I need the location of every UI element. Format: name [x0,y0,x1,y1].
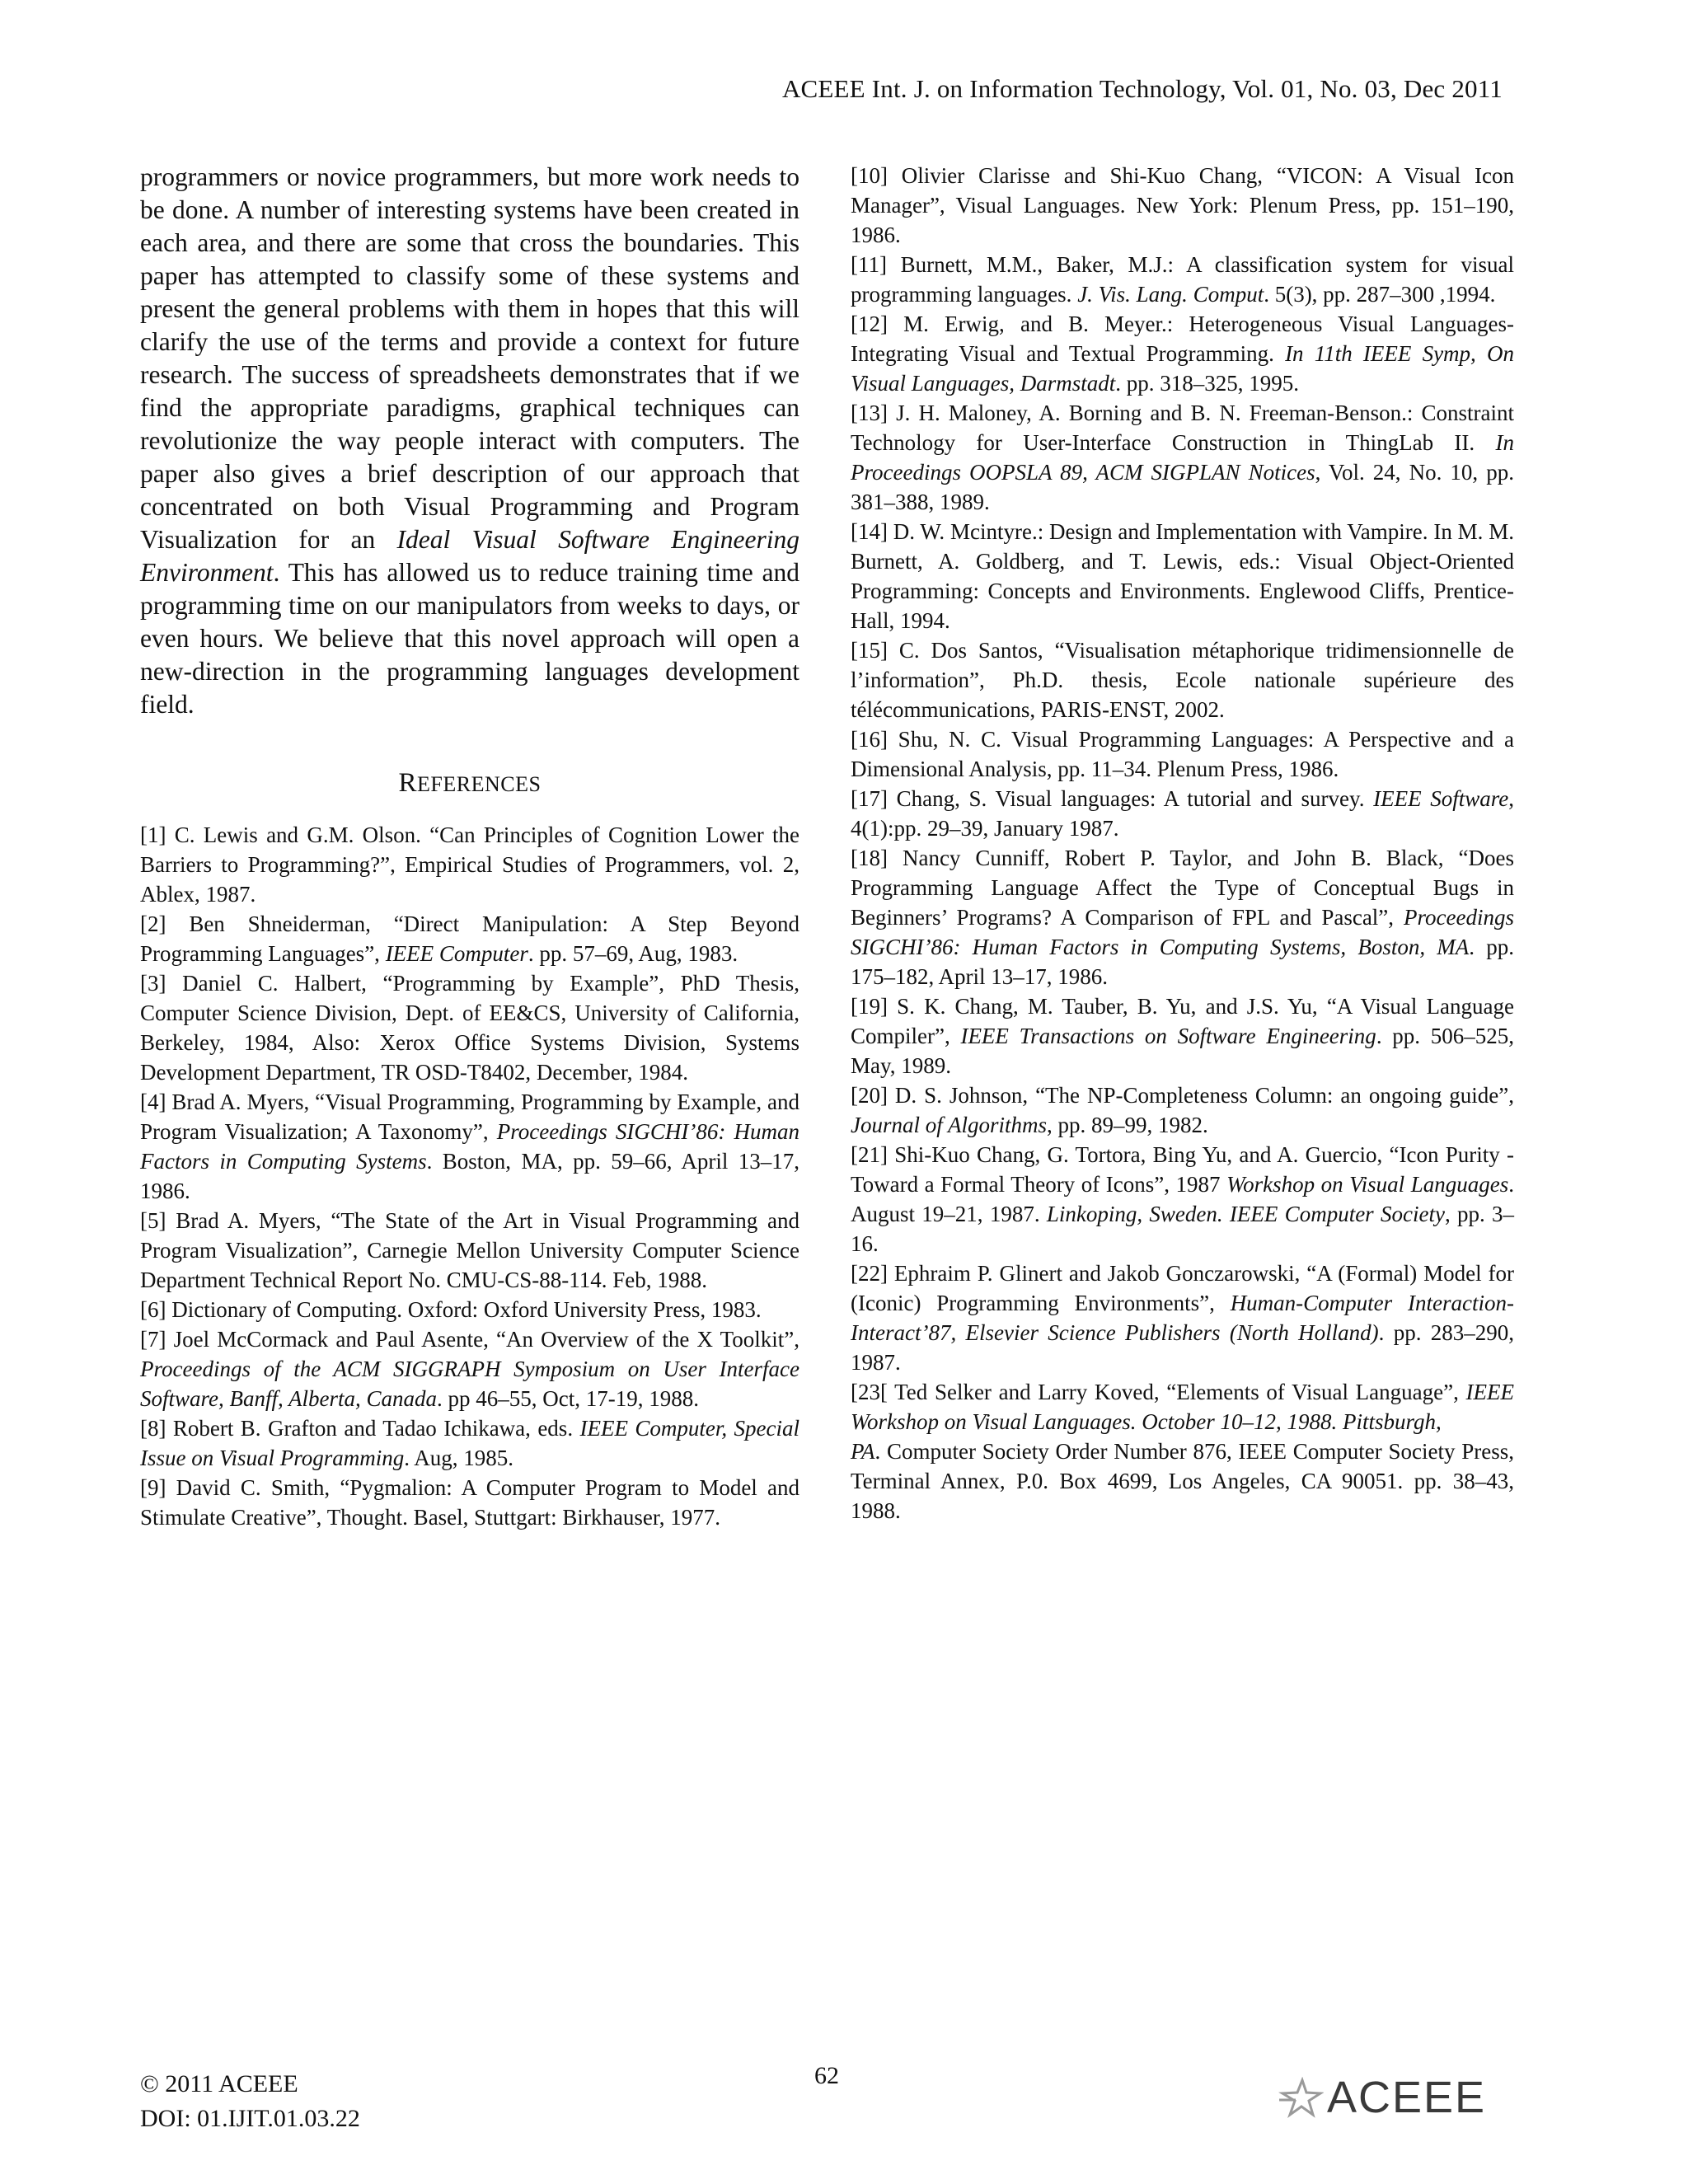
reference-item: [23[ Ted Selker and Larry Koved, “Elements of Visual Language”, IEEE Workshop on Visual Languages. October 10–12, 1988. Pittsburgh, PA. Computer Society Order Number 876, IEEE Computer Society Press, Terminal Annex, P.0. Box 4699, Los Angeles, CA 90051. pp. 38–43, 1988. [851,1380,1514,1523]
reference-item: [20] D. S. Johnson, “The NP-Completeness Column: an ongoing guide”, Journal of Algorithms, pp. 89–99, 1982. [851,1083,1514,1137]
reference-item: [3] Daniel C. Halbert, “Programming by Example”, PhD Thesis, Computer Science Division, Dept. of EE&CS, University of California, Berkeley, 1984, Also: Xerox Office Systems Division, Systems Development Department, TR OSD-T8402, December, 1984. [140,971,799,1085]
references-list-left [140,820,799,1532]
reference-item: [18] Nancy Cunniff, Robert P. Taylor, and John B. Black, “Does Programming Language Affect the Type of Conceptual Bugs in Beginners’ Programs? A Comparison of FPL and Pascal”, Proceedings SIGCHI’86: Human Factors in Computing Systems, Boston, MA. pp. 175–182, April 13–17, 1986. [851,846,1514,989]
reference-item: [10] Olivier Clarisse and Shi-Kuo Chang, “VICON: A Visual Icon Manager”, Visual Languages. New York: Plenum Press, pp. 151–190, 1986. [851,163,1514,247]
reference-item: [19] S. K. Chang, M. Tauber, B. Yu, and J.S. Yu, “A Visual Language Compiler”, IEEE Transactions on Software Engineering. pp. 506–525, May, 1989. [851,994,1514,1078]
copyright-text: © 2011 ACEEE [140,2070,298,2097]
reference-item: [8] Robert B. Grafton and Tadao Ichikawa, eds. IEEE Computer, Special Issue on Visual Programming. Aug, 1985. [140,1416,800,1470]
footer-info [140,2067,360,2136]
journal-header: ACEEE Int. J. on Information Technology, Vol. 01, No. 03, Dec 2011 [781,74,1503,103]
logo-text: ACEEE [1327,2073,1487,2122]
references-list-right [851,161,1514,1526]
conclusion-paragraph: programmers or novice programmers, but more work needs to be done. A number of interesting systems have been created in each area, and there are some that cross the boundaries. This paper has attempted to classify some of these systems and present the general problems with them in hopes that this will clarify the use of the terms and provide a context for future research. The success of spreadsheets demonstrates that if we find the appropriate paradigms, graphical techniques can revolutionize the way people interact with computers. The paper also gives a brief description of our approach that concentrated on both Visual Programming and Program Visualization for an Ideal Visual Software Engineering Environment. This has allowed us to reduce training time and programming time on our manipulators from weeks to days, or even hours. We believe that this novel approach will open a new-direction in the programming languages development field. [140,162,799,719]
reference-item: [21] Shi-Kuo Chang, G. Tortora, Bing Yu, and A. Guercio, “Icon Purity - Toward a Formal Theory of Icons”, 1987 Workshop on Visual Languages. August 19–21, 1987. Linkoping, Sweden. IEEE Computer Society, pp. 3–16. [851,1142,1515,1256]
reference-item: [11] Burnett, M.M., Baker, M.J.: A classification system for visual programming languages. J. Vis. Lang. Comput. 5(3), pp. 287–300 ,1994. [851,252,1514,307]
doi-text: DOI: 01.IJIT.01.03.22 [140,2105,360,2132]
reference-item: [1] C. Lewis and G.M. Olson. “Can Principles of Cognition Lower the Barriers to Programming?”, Empirical Studies of Programmers, vol. 2, Ablex, 1987. [140,823,799,907]
reference-item: [4] Brad A. Myers, “Visual Programming, Programming by Example, and Program Visualization; A Taxonomy”, Proceedings SIGCHI’86: Human Factors in Computing Systems. Boston, MA, pp. 59–66, April 13–17, 1986. [140,1090,799,1203]
reference-item: [13] J. H. Maloney, A. Borning and B. N. Freeman-Benson.: Constraint Technology for User-Interface Construction in ThingLab II. In Proceedings OOPSLA 89, ACM SIGPLAN Notices, Vol. 24, No. 10, pp. 381–388, 1989. [851,401,1514,514]
reference-item: [16] Shu, N. C. Visual Programming Languages: A Perspective and a Dimensional Analysis, pp. 11–34. Plenum Press, 1986. [851,727,1514,781]
reference-item: [12] M. Erwig, and B. Meyer.: Heterogeneous Visual Languages-Integrating Visual and Textual Programming. In 11th IEEE Symp, On Visual Languages, Darmstadt. pp. 318–325, 1995. [851,312,1514,396]
aceee-logo [1278,2073,1486,2122]
reference-item: [2] Ben Shneiderman, “Direct Manipulation: A Step Beyond Programming Languages”, IEEE Computer. pp. 57–69, Aug, 1983. [140,912,799,966]
reference-item: [17] Chang, S. Visual languages: A tutorial and survey. IEEE Software, 4(1):pp. 29–39, January 1987. [851,786,1514,841]
right-column [851,161,1514,1526]
references-heading: REFERENCES [398,768,542,798]
reference-item: [15] C. Dos Santos, “Visualisation métaphorique tridimensionnelle de l’information”, Ph.D. thesis, Ecole nationale supérieure des télécommunications, PARIS-ENST, 2002. [851,638,1514,722]
reference-item: [6] Dictionary of Computing. Oxford: Oxford University Press, 1983. [140,1297,762,1322]
aceee-star-logo-icon [1278,2077,1324,2118]
page-number: 62 [814,2062,839,2089]
left-column [140,161,799,1532]
reference-item: [14] D. W. Mcintyre.: Design and Implementation with Vampire. In M. M. Burnett, A. Goldberg, and T. Lewis, eds.: Visual Object-Oriented Programming: Concepts and Environments. Englewood Cliffs, Prentice-Hall, 1994. [851,519,1514,633]
reference-item: [9] David C. Smith, “Pygmalion: A Computer Program to Model and Stimulate Creative”, Thought. Basel, Stuttgart: Birkhauser, 1977. [140,1475,799,1530]
reference-item: [7] Joel McCormack and Paul Asente, “An Overview of the X Toolkit”, Proceedings of the ACM SIGGRAPH Symposium on User Interface Software, Banff, Alberta, Canada. pp 46–55, Oct, 17-19, 1988. [140,1327,799,1411]
reference-item: [22] Ephraim P. Glinert and Jakob Gonczarowski, “A (Formal) Model for (Iconic) Programming Environments”, Human-Computer Interaction-Interact’87, Elsevier Science Publishers (North Holland). pp. 283–290, 1987. [851,1261,1514,1375]
conclusion-section [140,161,799,721]
reference-item: [5] Brad A. Myers, “The State of the Art in Visual Programming and Program Visualization”, Carnegie Mellon University Computer Science Department Technical Report No. CMU-CS-88-114. Feb, 1988. [140,1208,799,1292]
